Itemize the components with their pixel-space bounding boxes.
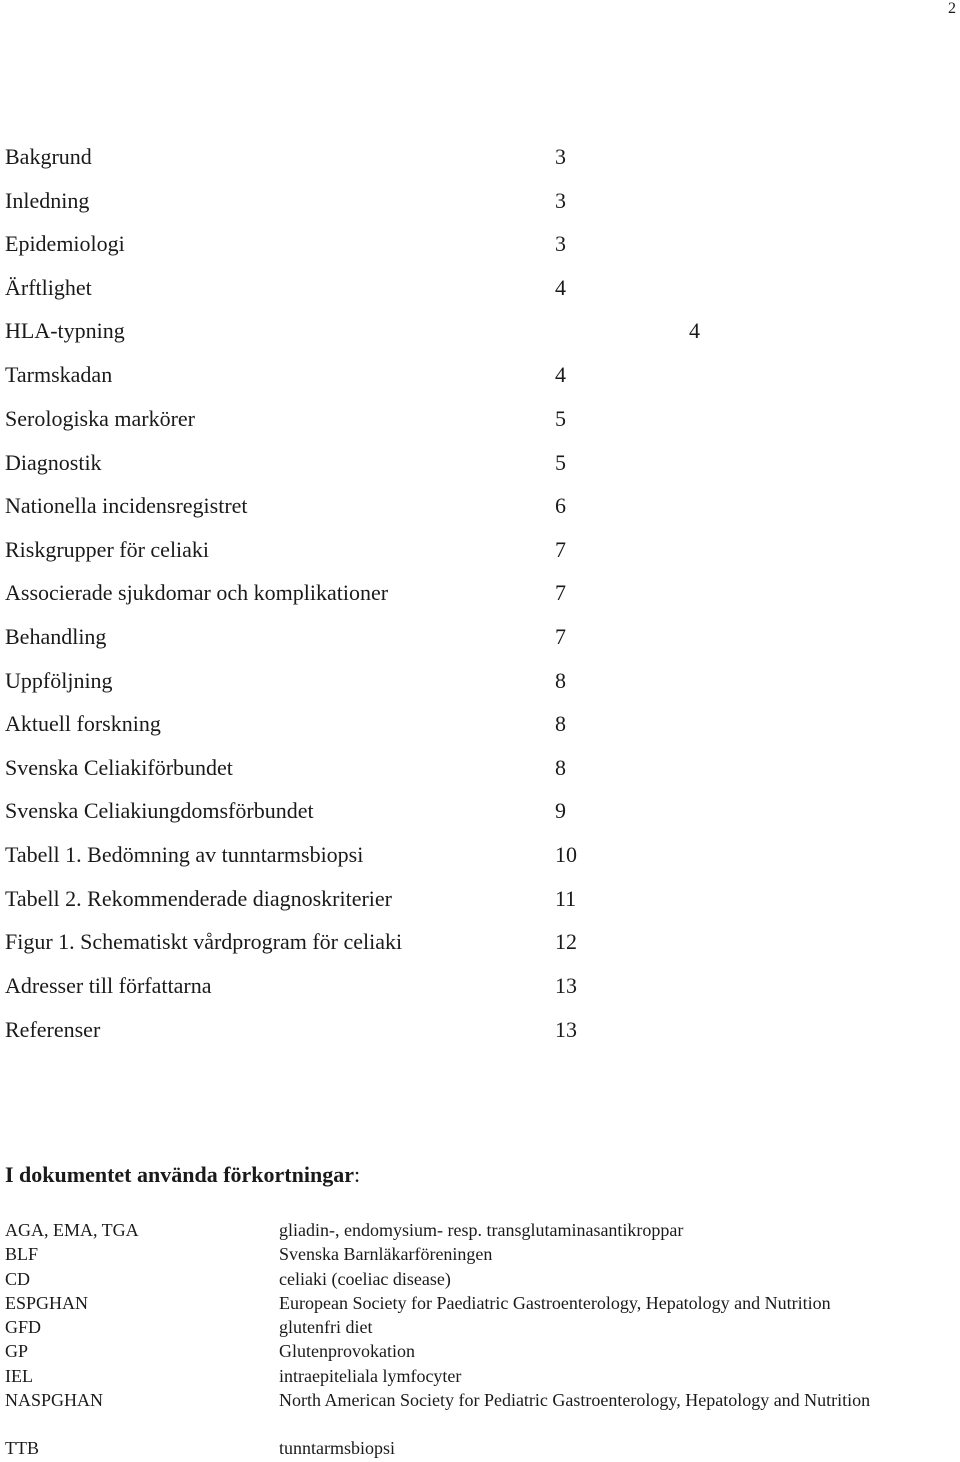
toc-entry (0, 142, 960, 172)
toc-entry-title: HLA-typning (5, 318, 125, 343)
toc-entry-title: Associerade sjukdomar och komplikationer (5, 580, 389, 605)
abbreviation-term: CD (5, 1269, 31, 1289)
toc-entry-title: Tarmskadan (5, 362, 113, 387)
toc-entry-title: Bakgrund (5, 144, 92, 169)
toc-entry-title: Referenser (5, 1017, 101, 1042)
abbreviation-definition: European Society for Paediatric Gastroenterology, Hepatology and Nutrition (279, 1293, 831, 1313)
toc-entry (0, 186, 960, 216)
toc-entry-title: Riskgrupper för celiaki (5, 537, 210, 562)
abbreviations-heading (5, 1160, 360, 1190)
toc-entry-title: Uppföljning (5, 668, 113, 693)
abbreviation-term: GP (5, 1341, 29, 1361)
abbreviation-definition: celiaki (coeliac disease) (279, 1269, 451, 1289)
toc-entry-page: 7 (555, 580, 566, 605)
abbreviation-definition: North American Society for Pediatric Gastroenterology, Hepatology and Nutrition (279, 1390, 871, 1410)
toc-entry-title: Adresser till författarna (5, 973, 212, 998)
toc-entry (0, 273, 960, 303)
toc-entry (0, 927, 960, 957)
abbreviation-term: NASPGHAN (5, 1390, 104, 1410)
toc-entry-page: 7 (555, 624, 566, 649)
abbreviation-term: AGA, EMA, TGA (5, 1220, 139, 1240)
toc-entry (0, 448, 960, 478)
toc-entry-title: Tabell 1. Bedömning av tunntarmsbiopsi (5, 842, 364, 867)
toc-entry-page: 3 (555, 231, 566, 256)
toc-entry-page: 4 (555, 275, 566, 300)
toc-entry-title: Nationella incidensregistret (5, 493, 248, 518)
toc-entry-title: Inledning (5, 188, 90, 213)
toc-entry (0, 840, 960, 870)
toc-entry-page: 3 (555, 188, 566, 213)
abbreviation-definition: tunntarmsbiopsi (279, 1438, 395, 1458)
toc-entry-page: 13 (555, 973, 577, 998)
page-number: 2 (948, 0, 956, 17)
toc-entry-page: 5 (555, 406, 566, 431)
toc-entry-title: Figur 1. Schematiskt vårdprogram för celiaki (5, 929, 403, 954)
abbreviation-term: GFD (5, 1317, 42, 1337)
toc-entry-title: Serologiska markörer (5, 406, 195, 431)
toc-entry (0, 971, 960, 1001)
toc-entry (0, 404, 960, 434)
toc-entry-page: 11 (555, 886, 577, 911)
toc-entry-page: 8 (555, 668, 566, 693)
toc-entry-title: Ärftlighet (5, 275, 92, 300)
toc-entry-page: 7 (555, 537, 566, 562)
toc-entry (0, 535, 960, 565)
toc-entry-page: 4 (689, 318, 700, 343)
toc-entry-page: 5 (555, 450, 566, 475)
abbreviation-term: IEL (5, 1366, 33, 1386)
toc-entry (0, 622, 960, 652)
abbreviation-definition: Glutenprovokation (279, 1341, 415, 1361)
toc-entry-title: Diagnostik (5, 450, 102, 475)
toc-entry (0, 796, 960, 826)
toc-entry-page: 6 (555, 493, 566, 518)
toc-entry-title: Svenska Celiakiungdomsförbundet (5, 798, 314, 823)
abbreviation-definition: Svenska Barnläkarföreningen (279, 1244, 493, 1264)
toc-entry (0, 666, 960, 696)
abbreviation-definition: glutenfri diet (279, 1317, 373, 1337)
abbreviation-term: BLF (5, 1244, 39, 1264)
abbreviations-heading-text: I dokumentet använda förkortningar (5, 1162, 354, 1187)
abbreviation-definition: intraepiteliala lymfocyter (279, 1366, 462, 1386)
toc-entry (0, 1015, 960, 1045)
toc-entry-page: 13 (555, 1017, 577, 1042)
toc-entry-title: Svenska Celiakiförbundet (5, 755, 233, 780)
toc-entry-page: 3 (555, 144, 566, 169)
toc-entry-page: 10 (555, 842, 577, 867)
toc-entry-page: 4 (555, 362, 566, 387)
abbreviation-definition: gliadin-, endomysium- resp. transglutaminasantikroppar (279, 1220, 684, 1240)
toc-entry (0, 360, 960, 390)
toc-entry (0, 884, 960, 914)
toc-entry (0, 578, 960, 608)
abbreviation-term: ESPGHAN (5, 1293, 89, 1313)
toc-entry-title: Epidemiologi (5, 231, 125, 256)
toc-entry (0, 491, 960, 521)
toc-entry (0, 229, 960, 259)
toc-entry-title: Behandling (5, 624, 107, 649)
toc-entry (0, 709, 960, 739)
abbreviations-heading-colon: : (353, 1162, 361, 1187)
toc-entry (0, 753, 960, 783)
toc-entry-title: Aktuell forskning (5, 711, 161, 736)
toc-entry-page: 9 (555, 798, 566, 823)
abbreviation-term: TTB (5, 1438, 39, 1458)
toc-entry-title: Tabell 2. Rekommenderade diagnoskriterier (5, 886, 392, 911)
toc-entry-page: 8 (555, 711, 566, 736)
toc-entry (0, 316, 960, 346)
toc-entry-page: 12 (555, 929, 577, 954)
toc-entry-page: 8 (555, 755, 566, 780)
